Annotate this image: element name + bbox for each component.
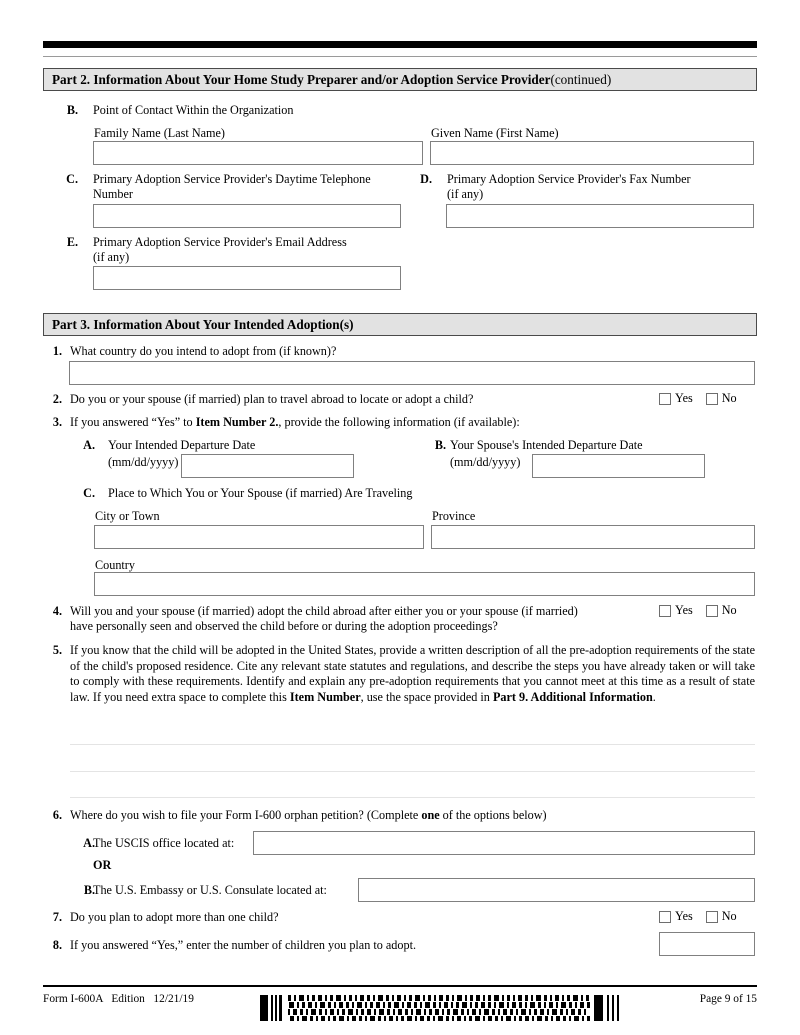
item-b-letter: B. (66, 103, 78, 117)
item-2-yes-no-group (659, 391, 737, 406)
given-name-input[interactable] (430, 141, 754, 165)
item-7-yes-checkbox[interactable] (659, 911, 671, 923)
email-address-input[interactable] (93, 266, 401, 290)
item-e-letter: E. (66, 235, 78, 249)
item-4-question-line1: Will you and your spouse (if married) adopt the child abroad after either you or your spouse (if married) (70, 604, 578, 618)
item-5-bold-part9: Part 9. Additional Information (492, 689, 653, 704)
item-c-letter: C. (66, 172, 78, 186)
item-4-yes-no-group (659, 603, 737, 618)
item-5-instructions (70, 643, 755, 705)
item-7-yes-no-group (659, 909, 737, 924)
daytime-telephone-label-line1: Primary Adoption Service Provider's Daytime Telephone (93, 172, 371, 186)
uscis-office-label: The USCIS office located at: (93, 836, 235, 850)
item-6-question-pre: Where do you wish to file your Form I-600 orphan petition? (Complete (70, 808, 422, 822)
number-of-children-input[interactable] (659, 932, 755, 956)
item-8-number: 8. (52, 938, 62, 952)
item-7-no-checkbox[interactable] (706, 911, 718, 923)
email-address-label-line2: (if any) (93, 250, 130, 264)
item-3-question (70, 415, 730, 431)
item-6-number: 6. (52, 808, 62, 822)
part-3-header-title: Part 3. Information About Your Intended Adoption(s) (52, 316, 354, 332)
item-8-question: If you answered “Yes,” enter the number of children you plan to adopt. (70, 938, 417, 952)
item-5-text-part3: . (652, 689, 656, 704)
given-name-label: Given Name (First Name) (431, 126, 559, 140)
item-2-question: Do you or your spouse (if married) plan to travel abroad to locate or adopt a child? (70, 392, 474, 406)
item-4-question-line2: have personally seen and observed the child before or during the adoption proceedings? (70, 619, 498, 633)
family-name-input[interactable] (93, 141, 423, 165)
intended-country-input[interactable] (69, 361, 755, 385)
footer-form-info: Form I-600A Edition 12/21/19 (43, 993, 194, 1005)
pdf417-barcode (258, 995, 636, 1021)
item-5-answer-line-1[interactable] (70, 744, 755, 745)
travel-place-title: Place to Which You or Your Spouse (if married) Are Traveling (108, 486, 413, 500)
item-1-question: What country do you intend to adopt from (if known)? (70, 344, 337, 358)
item-d-letter: D. (420, 172, 432, 186)
item-3a-letter: A. (83, 438, 95, 452)
part-2-header (43, 68, 757, 91)
top-rule-thick (43, 41, 757, 48)
footer-rule (43, 985, 757, 987)
item-5-answer-line-2[interactable] (70, 771, 755, 772)
item-4-yes-label: Yes (675, 603, 693, 617)
item-3b-letter: B. (434, 438, 446, 452)
item-2-yes-label: Yes (675, 391, 693, 405)
item-4-yes-checkbox[interactable] (659, 605, 671, 617)
item-1-number: 1. (52, 344, 62, 358)
item-6-question-bold: one (421, 808, 440, 822)
item-3-question-post: , provide the following information (if available): (278, 415, 520, 429)
item-3-question-pre: If you answered “Yes” to (70, 415, 196, 429)
fax-number-input[interactable] (446, 204, 754, 228)
item-7-number: 7. (52, 910, 62, 924)
item-7-yes-label: Yes (675, 909, 693, 923)
item-4-number: 4. (52, 604, 62, 618)
item-2-no-label: No (721, 391, 737, 405)
item-7-question: Do you plan to adopt more than one child? (70, 910, 279, 924)
family-name-label: Family Name (Last Name) (94, 126, 225, 140)
spouse-departure-date-input[interactable] (532, 454, 705, 478)
part-2-header-title: Part 2. Information About Your Home Study Preparer and/or Adoption Service Provider (52, 71, 551, 87)
item-2-number: 2. (52, 392, 62, 406)
province-label: Province (432, 509, 476, 523)
top-rule-thin (43, 56, 757, 57)
item-6-question (70, 808, 710, 824)
item-2-yes-checkbox[interactable] (659, 393, 671, 405)
daytime-telephone-input[interactable] (93, 204, 401, 228)
item-4-no-checkbox[interactable] (706, 605, 718, 617)
embassy-consulate-input[interactable] (358, 878, 755, 902)
footer-page-info: Page 9 of 15 (699, 993, 757, 1005)
country-input[interactable] (94, 572, 755, 596)
item-6a-letter: A. (83, 836, 95, 850)
daytime-telephone-label-line2: Number (93, 187, 133, 201)
your-departure-date-label: Your Intended Departure Date (108, 438, 256, 452)
item-4-no-label: No (721, 603, 737, 617)
item-5-text-part1: If you know that the child will be adopted in the United States, provide a written description of all the pre-adoption requirements of the state of the child's proposed residence. Cite any relevant state statutes and regulations, and describe the steps you have already taken or will take to comply with these requirements. Identify and explain any pre-adoption requirements that you cannot meet at this time as a result of state law. If you need extra space to complete this (70, 643, 755, 704)
your-departure-date-format: (mm/dd/yyyy) (108, 455, 179, 469)
city-or-town-label: City or Town (95, 509, 160, 523)
fax-number-label-line1: Primary Adoption Service Provider's Fax Number (447, 172, 691, 186)
item-5-answer-line-3[interactable] (70, 797, 755, 798)
item-5-number: 5. (52, 643, 62, 657)
item-6-or-label: OR (93, 858, 112, 872)
item-6b-letter: B. (83, 883, 95, 897)
item-3-question-bold: Item Number 2. (195, 415, 279, 429)
item-7-no-label: No (721, 909, 737, 923)
item-5-bold-item-number: Item Number (289, 689, 361, 704)
part-3-header (43, 313, 757, 336)
city-or-town-input[interactable] (94, 525, 424, 549)
fax-number-label-line2: (if any) (447, 187, 484, 201)
email-address-label-line1: Primary Adoption Service Provider's Email Address (93, 235, 347, 249)
item-3-number: 3. (52, 415, 62, 429)
part-2-header-continued: (continued) (550, 71, 612, 87)
your-departure-date-input[interactable] (181, 454, 354, 478)
country-label: Country (95, 558, 135, 572)
item-3c-letter: C. (83, 486, 95, 500)
spouse-departure-date-label: Your Spouse's Intended Departure Date (450, 438, 643, 452)
province-input[interactable] (431, 525, 755, 549)
uscis-office-input[interactable] (253, 831, 755, 855)
embassy-consulate-label: The U.S. Embassy or U.S. Consulate located at: (93, 883, 327, 897)
spouse-departure-date-format: (mm/dd/yyyy) (450, 455, 521, 469)
item-5-text-part2: , use the space provided in (360, 689, 493, 704)
item-b-title: Point of Contact Within the Organization (93, 103, 294, 117)
item-2-no-checkbox[interactable] (706, 393, 718, 405)
item-6-question-post: of the options below) (439, 808, 547, 822)
